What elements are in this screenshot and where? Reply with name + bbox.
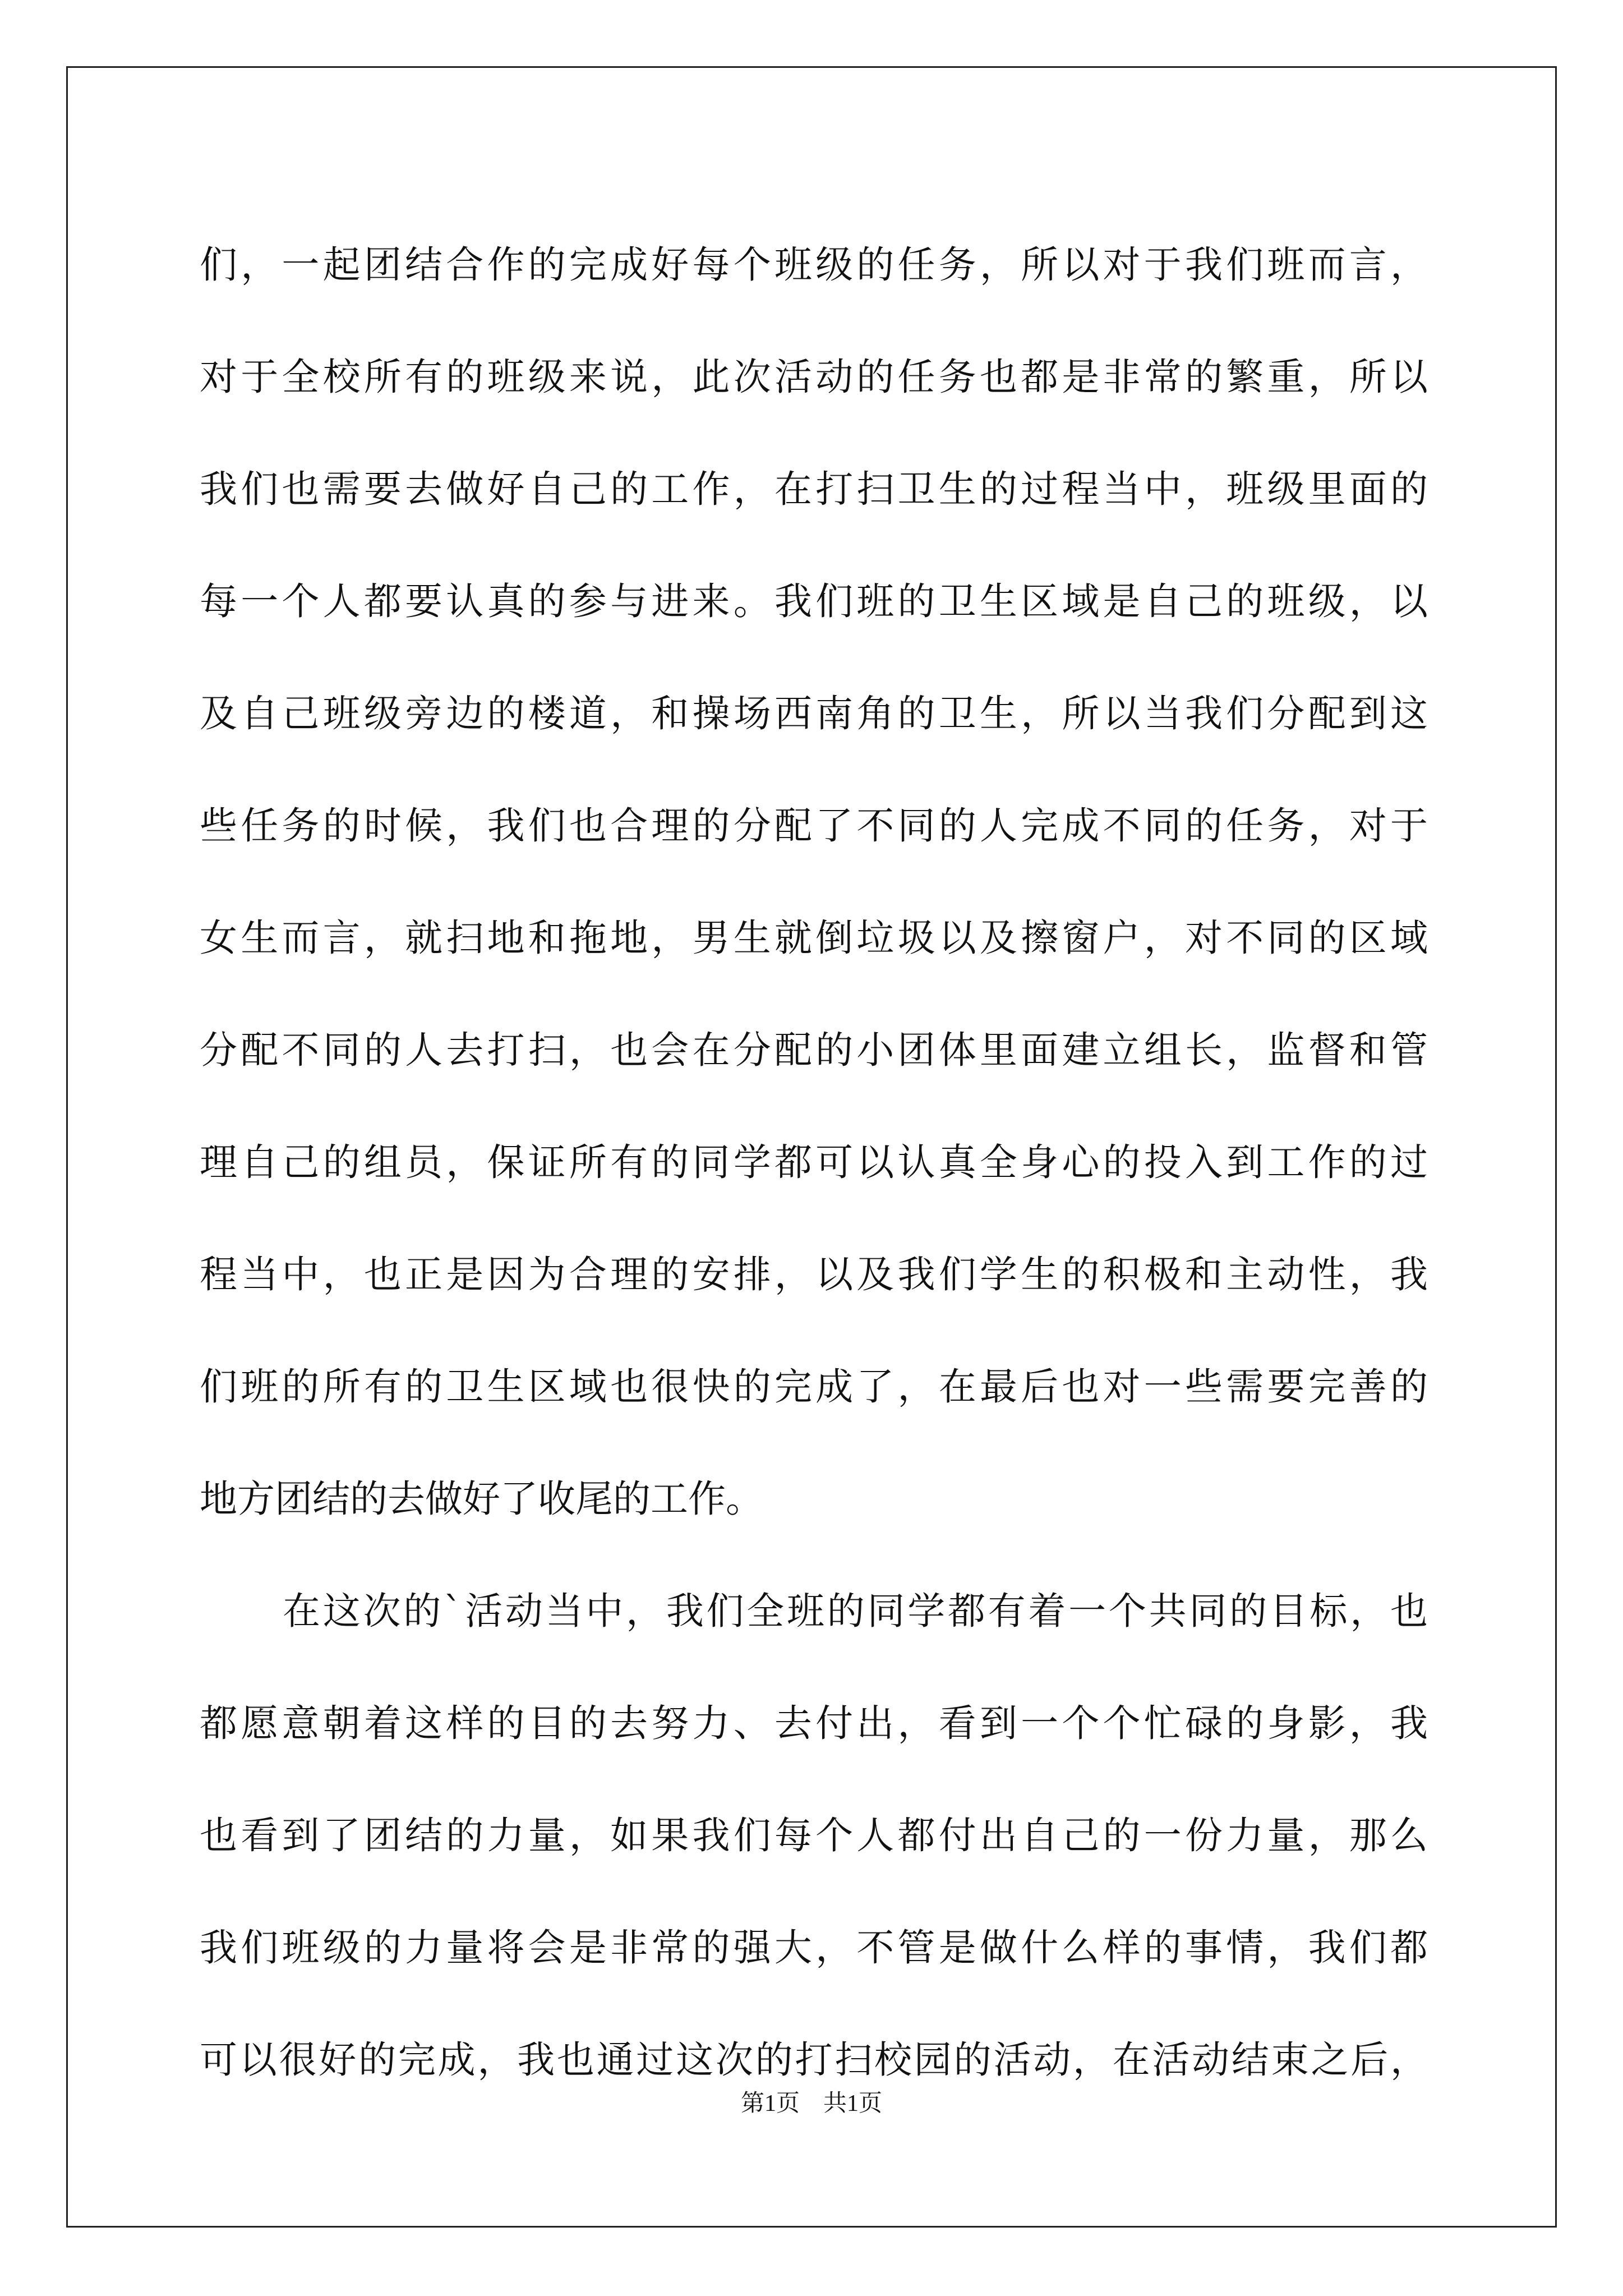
paragraph-2 <box>200 1555 1428 2116</box>
text-line: 分配不同的人去打扫，也会在分配的小团体里面建立组长，监督和管 <box>200 1028 1428 1072</box>
text-line: 些任务的时候，我们也合理的分配了不同的人完成不同的任务，对于 <box>200 804 1428 848</box>
text-line: 程当中，也正是因为合理的安排，以及我们学生的积极和主动性，我 <box>200 1253 1428 1296</box>
page-number: 第1页 共1页 <box>740 2091 882 2116</box>
paragraph-1 <box>200 209 1428 1555</box>
text-line: 对于全校所有的班级来说，此次活动的任务也都是非常的繁重，所以 <box>200 355 1428 399</box>
text-line: 每一个人都要认真的参与进来。我们班的卫生区域是自己的班级，以 <box>200 579 1428 623</box>
text-line: 们，一起团结合作的完成好每个班级的任务，所以对于我们班而言， <box>200 243 1428 287</box>
text-line: 理自己的组员，保证所有的同学都可以认真全身心的投入到工作的过 <box>200 1140 1428 1184</box>
text-line: 女生而言，就扫地和拖地，男生就倒垃圾以及擦窗户，对不同的区域 <box>200 916 1428 960</box>
document-body <box>200 209 1428 2116</box>
text-line: 都愿意朝着这样的目的去努力、去付出，看到一个个忙碌的身影，我 <box>200 1701 1428 1745</box>
text-line: 可以很好的完成，我也通过这次的打扫校园的活动，在活动结束之后， <box>200 2038 1428 2082</box>
text-line: 地方团结的去做好了收尾的工作。 <box>200 1477 763 1521</box>
text-line: 们班的所有的卫生区域也很快的完成了，在最后也对一些需要完善的 <box>200 1365 1428 1409</box>
text-line: 也看到了团结的力量，如果我们每个人都付出自己的一份力量，那么 <box>200 1814 1428 1857</box>
text-line: 我们班级的力量将会是非常的强大，不管是做什么样的事情，我们都 <box>200 1926 1428 1970</box>
text-line: 我们也需要去做好自己的工作，在打扫卫生的过程当中，班级里面的 <box>200 467 1428 511</box>
text-line: 在这次的`活动当中，我们全班的同学都有着一个共同的目标，也 <box>283 1589 1428 1633</box>
text-line: 及自己班级旁边的楼道，和操场西南角的卫生，所以当我们分配到这 <box>200 692 1428 735</box>
